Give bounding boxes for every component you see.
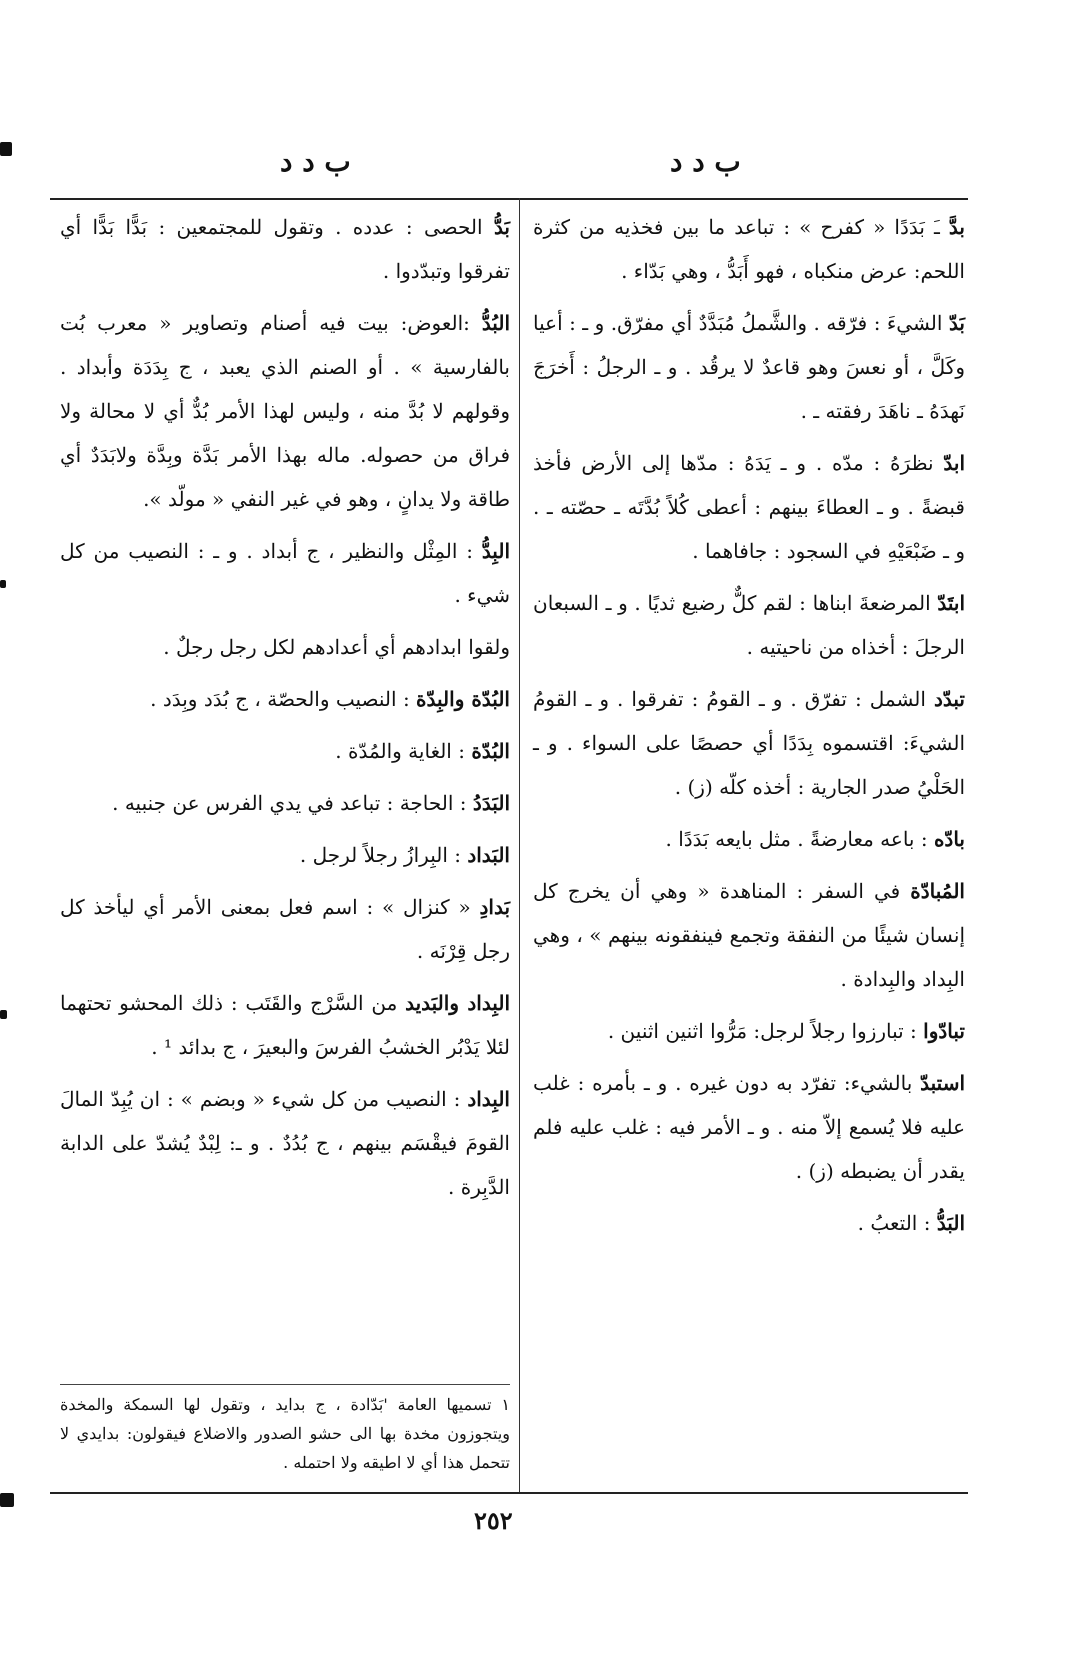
definition: نظرَهُ : مدّه . و ـ يَدَهُ : مدّها إلى الأرض فأخذ قبضةً . و ـ العطاءَ بينهم : أعطى كُلاً بُدَّتَه ـ حصّته ـ . و ـ ضَبْعَيْهِ في السجود : جافاهما . — [533, 451, 965, 563]
headword: بدَّ — [948, 215, 965, 239]
definition: : النصيب من كل شيء « وبضم » : ان يُبِدّ المالَ القومَ فيقْسَم بينهم ، ج بُدُدٌ . و ـ: لِبْدٌ يُشدّ على الدابة الدَّبِرة . — [60, 1087, 510, 1199]
left-column — [60, 205, 510, 1217]
definition: : باعه معارضةً . مثل بايعه بَدَدًا . — [665, 827, 928, 851]
definition: : النصيب والحصّة ، ج بُدَد وبِدَد . — [150, 687, 410, 711]
definition: الشيءَ : فرّقه . والشَّملُ مُبَدَّدٌ أي مفرّق. و ـ : أعيا وكَلَّ ، أو نعسَ وهو قاعدٌ لا يرقُد . و ـ الرجلُ : أَخرَجَ نَهدَهُ ـ ناهَدَ رفقته ـ . — [533, 311, 965, 423]
definition: في السفر : المناهدة « وهي أن يخرج كل إنسان شيئًا من النفقة وتجمع فينفقونه بينهم » ، وهي البِداد والبِدادة . — [533, 879, 965, 991]
definition: : المِثْل والنظير ، ج أبداد . و ـ : النصيب من كل شيء . — [60, 539, 510, 607]
column-divider — [519, 198, 520, 1492]
definition: الحصى : عدده . وتقول للمجتمعين : بَدًّا بَدًّا أي تفرقوا وتبدّدوا . — [60, 215, 510, 283]
running-header-left: ب د د — [280, 145, 351, 178]
dictionary-entry — [533, 301, 965, 433]
headword: البِدُّ — [481, 539, 510, 563]
headword: البَدَدُ — [472, 791, 510, 815]
dictionary-entry — [533, 441, 965, 573]
definition: بالشيء: تفرّد به دون غيره . و ـ بأمره : غلب عليه فلا يُسمع إلاّ منه . و ـ الأمر فيه : غلب عليه فلم يقدر أن يضبطه (ز) . — [533, 1071, 965, 1183]
definition: من السَّرْج والقَتَب : ذلك المحشو تحتهما لئلا يَدْبُر الخشبُ الفرسَ والبعيرَ ، ج بدائد ¹ . — [60, 991, 510, 1059]
right-column — [533, 205, 965, 1253]
dictionary-entry — [60, 729, 510, 773]
definition: : التعبُ . — [857, 1211, 931, 1235]
definition: : الحاجة : تباعد في يدي الفرس عن جنبيه . — [112, 791, 467, 815]
definition: :العوض: بيت فيه أصنام وتصاوير « معرب بُت بالفارسية » . أو الصنم الذي يعبد ، ج بِدَدَة وأبداد . وقولهم لا بُدَّ منه ، وليس لهذا الأمر بُدٌّ أي لا محالة ولا فراق من حصوله. ماله بهذا الأمر بَدَّة وبِدَّة ولابَدَدٌ أي طاقة ولا يدانٍ ، وهو في غير النفي « مولّد ». — [60, 311, 510, 511]
scan-mark — [0, 142, 12, 156]
definition: : الغاية والمُدّة . — [335, 739, 465, 763]
headword: البِداد والبَديد — [405, 991, 510, 1015]
dictionary-entry — [60, 885, 510, 973]
definition: المرضعةَ ابناها : لقم كلٌّ رضيع ثديًا . و ـ السبعان الرجلَ : أخذاه من ناحيتيه . — [533, 591, 965, 659]
definition: : تبارزوا رجلاً لرجل: مَرُّوا اثنين اثنين . — [607, 1019, 917, 1043]
headword: البَداد — [467, 843, 510, 867]
headword: ابتَدّ — [937, 591, 965, 615]
dictionary-entry — [60, 301, 510, 521]
dictionary-entry — [60, 529, 510, 617]
dictionary-entry — [60, 205, 510, 293]
dictionary-entry — [533, 817, 965, 861]
headword: البَدُّ — [936, 1211, 965, 1235]
definition: الشمل : تفرّق . و ـ القومُ : تفرقوا . و ـ القومُ الشيءَ: اقتسموه بِدَدًا أي حصصًا على السواء . و ـ الحَلْيُ صدر الجارية : أخذه كلّه (ز) . — [533, 687, 965, 799]
definition: « كنزال » : اسم فعل بمعنى الأمر أي ليأخذ كل رجل قِرْنَه . — [60, 895, 510, 963]
dictionary-entry — [533, 1201, 965, 1245]
scan-mark — [0, 580, 6, 588]
headword: البُدّة والبِدّة — [416, 687, 510, 711]
headword: بَدُّ — [493, 215, 511, 239]
headword: بَدّ — [948, 311, 966, 335]
headword: المُبادّة — [910, 879, 965, 903]
headword: تبدّد — [933, 687, 965, 711]
dictionary-entry — [60, 677, 510, 721]
headword: بَدادِ — [479, 895, 511, 919]
page-number: ٢٥٢ — [474, 1506, 513, 1535]
definition: ولقوا ابدادهم أي أعدادهم لكل رجل رجلٌ . — [163, 635, 510, 659]
headword: استبدّ — [920, 1071, 966, 1095]
dictionary-entry — [533, 581, 965, 669]
dictionary-entry — [533, 205, 965, 293]
headword: البِداد — [467, 1087, 510, 1111]
footnote: ١ تسميها العامة 'بَدّادة ، ج بدايد ، وتقول لها السمكة والمخدة ويتجوزون مخدة بها الى حشو الصدور والاضلاع فيقولون: بدايدي لا تتحمل هذا أي لا اطيقه ولا احتمله . — [60, 1395, 510, 1472]
header-rule — [50, 198, 968, 200]
dictionary-entry — [60, 1077, 510, 1209]
definition: ـَ بَدَدًا « كفرح » : تباعد ما بين فخذيه من كثرة اللحم: عرض منكباه ، فهو أَبَدُّ ، وهي بَدّاء . — [533, 215, 965, 283]
scan-mark — [0, 1493, 14, 1507]
headword: بادّه — [933, 827, 965, 851]
running-header-right: ب د د — [670, 145, 741, 178]
dictionary-entry — [60, 625, 510, 669]
headword: تبادّوا — [923, 1019, 965, 1043]
footnote-rule — [60, 1384, 510, 1385]
dictionary-entry — [60, 981, 510, 1069]
dictionary-entry — [533, 1009, 965, 1053]
dictionary-entry — [533, 1061, 965, 1193]
dictionary-entry — [60, 781, 510, 825]
headword: ابدّ — [943, 451, 965, 475]
dictionary-entry — [533, 869, 965, 1001]
dictionary-entry — [533, 677, 965, 809]
dictionary-entry — [60, 833, 510, 877]
scan-mark — [0, 1010, 7, 1019]
definition: : البِرازُ رجلاً لرجل . — [299, 843, 461, 867]
footer-rule — [50, 1492, 968, 1494]
headword: البُدُّ — [481, 311, 510, 335]
headword: البُدّة — [471, 739, 510, 763]
